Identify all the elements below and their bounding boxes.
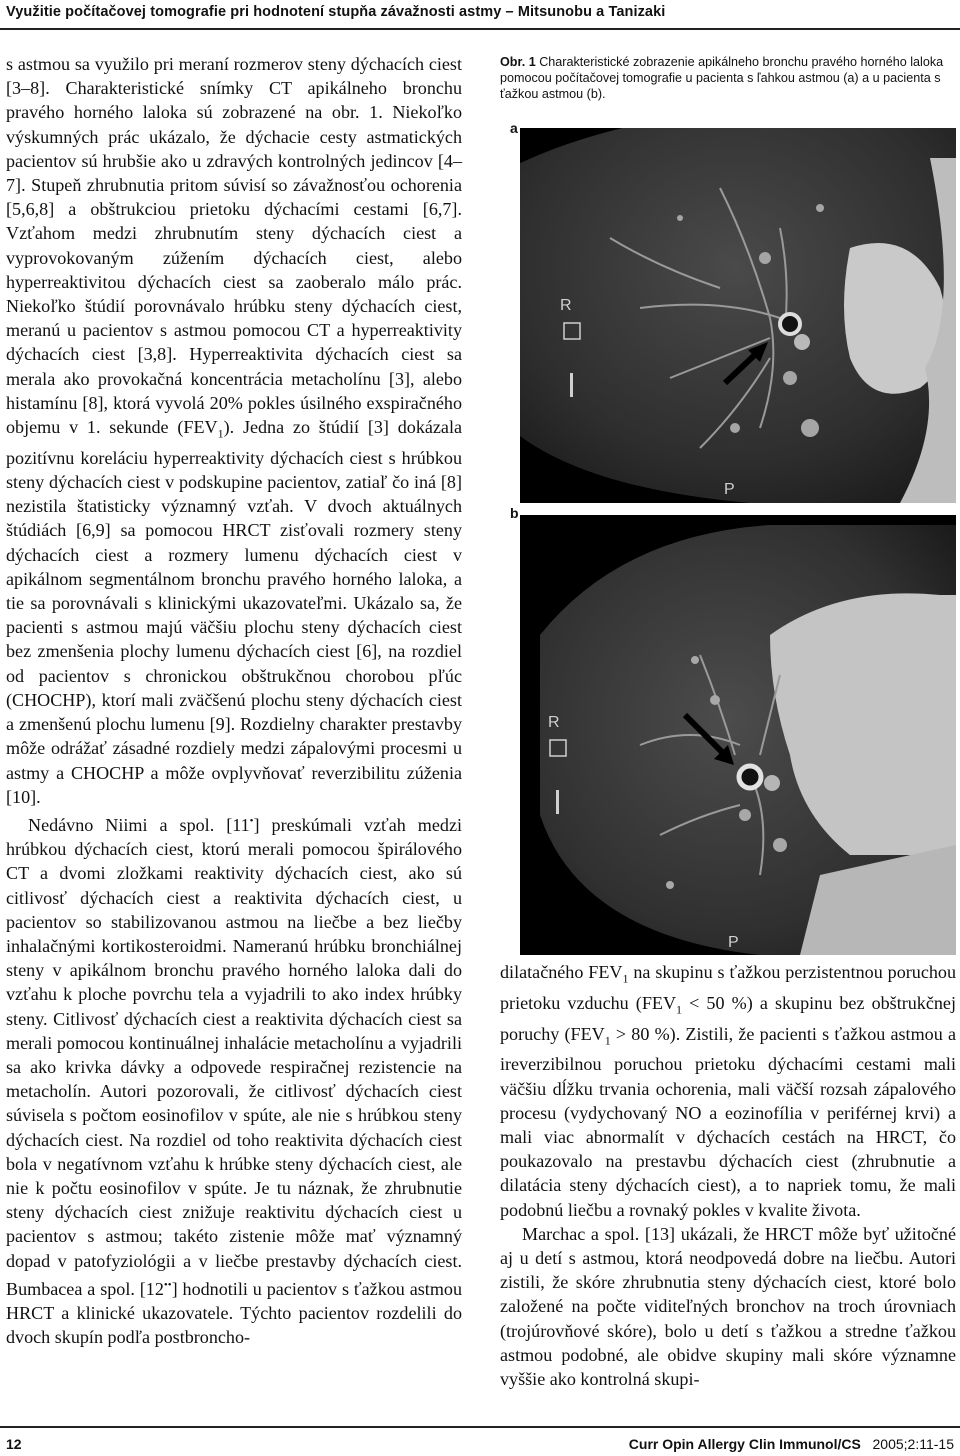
caption-label: Obr. 1 xyxy=(500,55,536,69)
caption-text: Charakteristické zobrazenie apikálneho bronchu pravého horného laloka pomocou počítačovej tomografie u pacienta s ľahkou astmou (a) a u pacienta s ťažkou astmou (b). xyxy=(500,55,944,101)
fev-subscript-3: 1 xyxy=(604,1033,611,1048)
right-paragraph-2: Marchac a spol. [13] ukázali, že HRCT môže byť užitočné aj u detí s astmou, ktorá neodpovedá dobre na liečbu. Autori zistili, že skóre zhrubnutia steny dýchacích ciest, ktoré bolo založené na počte viditeľných bronchov na troch úrovniach (trojúrovňové skóre), bolo u detí s ťažkou a stredne ťažkou astmou podobné, ale obidve skupiny mali skóre významne vyššie ako kontrolná skupi- xyxy=(500,1223,956,1390)
left-paragraph-1-end: ). Jedna zo štúdií [3] dokázala pozitívnu koreláciu hyperreaktivity dýchacích ciest s hrúbkou steny dýchacích ciest v podskupine pacientov, zatiaľ čo iná [8] nezistila štatisticky významný vzťah. V dvoch aktuálnych štúdiách [6,9] sa pomocou HRCT zisťovali rozmery steny dýchacích ciest a rozmery lumenu dýchacích ciest v apikálnom segmentálnom bronchu pravého horného laloka, a tie sa porovnávali s klinickými ukazovateľmi. Ukázalo sa, že pacienti s astmou majú väčšiu plochu steny dýchacích ciest bez zmenšenia plochy lumenu dýchacích ciest [6], na rozdiel od pacientov s chronickou obštrukčnou chorobou pľúc (CHOCHP), ktorí mali zväčšenú plochu steny dýchacích ciest a zmenšenú plochu lumenu [9]. Rozdielny charakter prestavby môže odrážať zásadné rozdiely medzi zápalovými procesmi u astmy a CHOCHP a môže ovplyvňovať reverzibilitu zúženia [10]. xyxy=(6,417,463,807)
figure-caption xyxy=(500,54,956,102)
reference-mark-2: •• xyxy=(163,1278,172,1291)
journal-citation xyxy=(629,1436,954,1452)
marker-p-a: P xyxy=(724,481,735,498)
fev-subscript-1: 1 xyxy=(622,971,629,986)
bronchus-a xyxy=(780,314,800,334)
left-paragraph-2-c: ] hodnotili u pacientov s ťažkou astmou HRCT a klinické ukazovatele. Týchto pacientov rozdelili do dvoch skupín podľa postbroncho- xyxy=(6,1278,463,1348)
right-paragraph-1-c: < 50 %) a skupinu bez obštrukčnej poruchy (FEV xyxy=(500,992,956,1044)
fev-subscript-2: 1 xyxy=(676,1002,683,1017)
reference-mark-1: • xyxy=(249,814,254,827)
bronchus-b xyxy=(739,766,761,788)
left-paragraph-2 xyxy=(6,809,462,1350)
fev-subscript: 1 xyxy=(217,426,224,441)
marker-r-a: R xyxy=(560,297,572,314)
panel-a-label: a xyxy=(510,120,518,136)
scale-bar-a xyxy=(570,373,573,397)
artery-b xyxy=(764,775,780,791)
panel-b-label: b xyxy=(510,505,519,521)
citation: 2005;2:11-15 xyxy=(872,1436,954,1452)
marker-p-b: P xyxy=(728,934,739,951)
ct-scan-a xyxy=(520,128,956,503)
ct-image-panel-a xyxy=(520,128,956,503)
right-column xyxy=(500,960,956,1391)
ct-image-panel-b xyxy=(520,515,956,955)
right-paragraph-1 xyxy=(500,960,956,1222)
artery-a xyxy=(794,334,810,350)
marker-r-b: R xyxy=(548,714,560,731)
page-number: 12 xyxy=(6,1436,22,1452)
journal-name: Curr Opin Allergy Clin Immunol/CS xyxy=(628,1436,861,1452)
right-paragraph-1-d: > 80 %). Zistili, že pacienti s ťažkou astmou a ireverzibilnou poruchou prietoku dýchacími cestami mali väčšiu dĺžku trvania ochorenia, mali väčší rozsah zápalového procesu (vydychovaný NO a eozinofília v periférnej krvi) a mali viac abnormalít v dýchacích cestách na HRCT, čo poukazovalo na prestavbu dýchacích ciest (zhrubnutie a dilatácia steny dýchacích ciest), a to napriek tomu, že mali podobnú liečbu a rovnaký pokles v kvalite života. xyxy=(500,1023,956,1220)
left-paragraph-1 xyxy=(6,52,462,809)
running-header: Využitie počítačovej tomografie pri hodnotení stupňa závažnosti astmy – Mitsunobu a Tanizaki xyxy=(6,4,666,20)
left-column xyxy=(6,52,462,1349)
left-paragraph-2-a: Nedávno Niimi a spol. [11 xyxy=(28,814,250,835)
right-paragraph-1-a: dilatačného FEV xyxy=(500,962,623,982)
left-paragraph-1-text: s astmou sa využilo pri meraní rozmerov steny dýchacích ciest [3–8]. Charakteristické snímky CT apikálneho bronchu pravého horného laloka sú zobrazené na obr. 1. Niekoľko výskumných prác ukázalo, že dýchacie cesty astmatických pacientov sú hrubšie ako u zdravých kontrolných jedincov [4–7]. Stupeň zhrubnutia pritom súvisí so závažnosťou ochorenia [5,6,8] a obštrukciou prietoku dýchacími cestami [6,7]. Vzťahom medzi zhrubnutím steny dýchacích ciest a vyprovokovaným zúžením dýchacích ciest, alebo hyperreaktivitou dýchacích ciest sa zaoberalo málo prác. Niekoľko štúdií porovnávalo hrúbku steny dýchacích ciest, meranú u pacientov s astmou pomocou CT a hyperreaktivity dýchacích ciest [3,8]. Hyperreaktivita dýchacích ciest sa merala ako provokačná koncentrácia metacholínu [3], alebo histamínu [8], ktorá vyvolá 20% pokles úsilného exspiračného objemu v 1. sekunde (FEV xyxy=(6,54,462,438)
scale-bar-b xyxy=(556,790,559,814)
footer-rule xyxy=(0,1426,960,1428)
header-rule xyxy=(0,28,960,30)
right-paragraph-1-b: na skupinu s ťažkou perzistentnou poruchou prietoku vzduchu (FEV xyxy=(500,962,956,1013)
ct-scan-b xyxy=(520,515,956,955)
left-paragraph-2-b: ] preskúmali vzťah medzi hrúbkou dýchacích ciest, ktorú merali pomocou špirálového CT a dvomi zložkami reaktivity dýchacích ciest, ako sú citlivosť dýchacích ciest a reaktivita dýchacích ciest, u pacientov so stabilizovanou astmou na liečbe a bez liečby inhalačnými kortikosteroidmi. Nameranú hrúbku bronchiálnej steny v apikálnom bronchu pravého horného laloka dali do vzťahu k ploche povrchu tela a vyjadrili to ako index hrúbky steny. Citlivosť dýchacích ciest a reaktivita dýchacích ciest sa merali pomocou kontinuálnej inhalácie metacholínu a vyjadrili sa ako krivka dávky a odpovede respiračnej rezistencie na metacholín. Autori pozorovali, že citlivosť dýchacích ciest súvisela s počtom eosinofilov v spúte, ale nie s hrúbkou steny dýchacích ciest. Na rozdiel od toho reaktivita dýchacích ciest bola v negatívnom vzťahu k hrúbke steny dýchacích ciest, ale nie k počtu eosinofilov v spúte. Je tu náznak, že zhrubnutie steny dýchacích ciest znižuje reaktivitu dýchacích ciest u pacientov s astmou; takéto zistenie môže mať významný dopad v patofyziológii a v liečbe prestavby dýchacích ciest. Bumbacea a spol. [12 xyxy=(6,814,462,1299)
